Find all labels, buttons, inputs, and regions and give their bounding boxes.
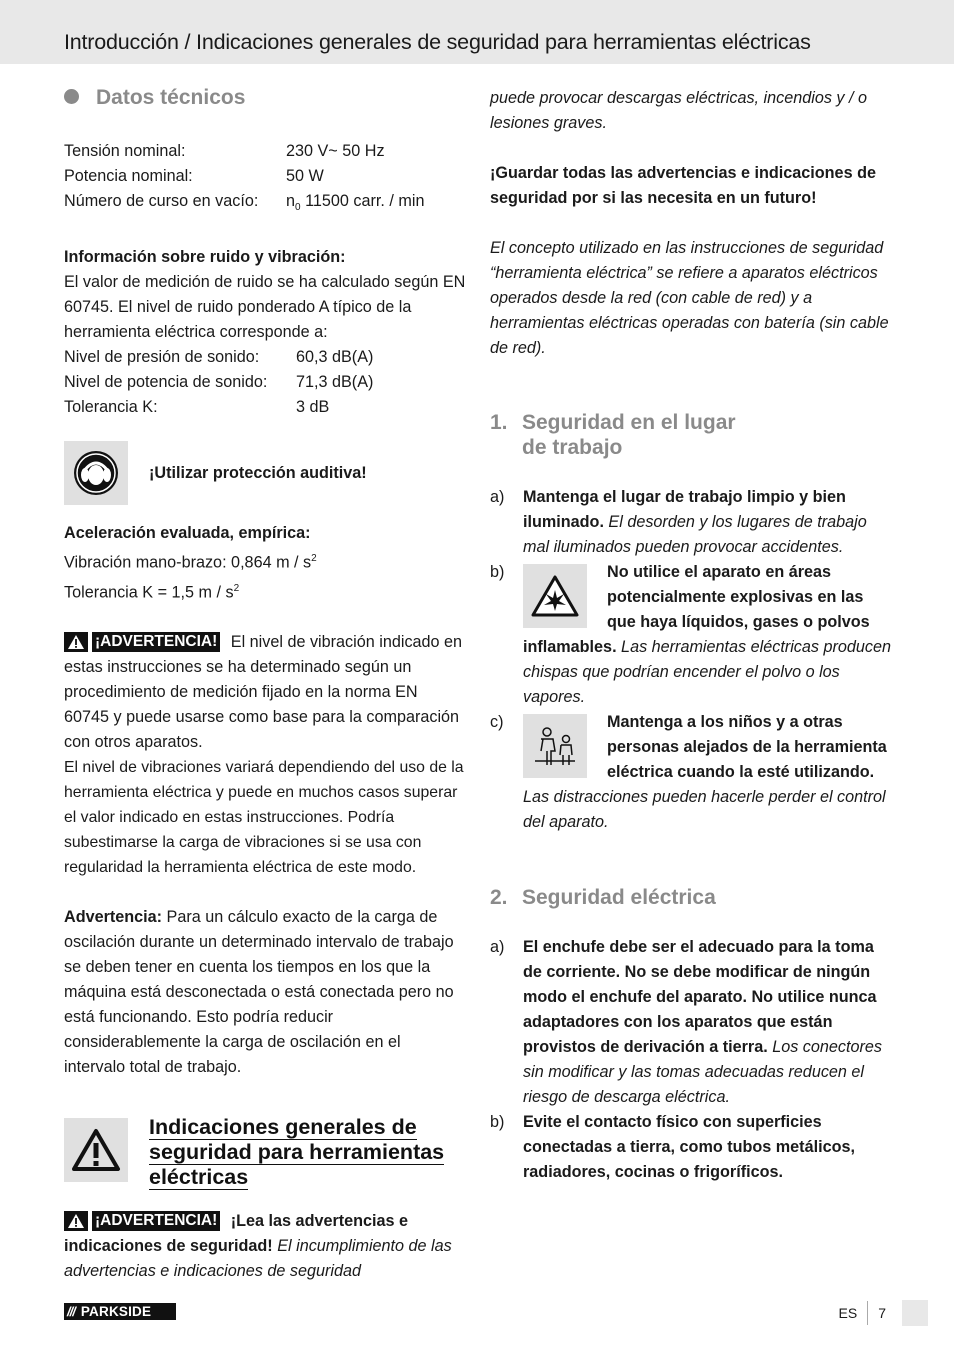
spec-key: Tensión nominal: <box>64 142 186 160</box>
language-code: ES <box>838 1305 858 1321</box>
list-item <box>490 560 892 710</box>
list-italic: Las herramientas eléctricas producen chispas que podrían encender el polvo o los vapores. <box>523 638 891 706</box>
spec-row <box>64 139 466 164</box>
list-italic: Los conectores sin modificar y las tomas adecuadas reducen el riesgo de descarga eléctrica. <box>523 1038 882 1106</box>
footer-tab <box>902 1300 928 1326</box>
warning-triangle-icon <box>64 632 88 652</box>
accel-line-1 <box>64 546 466 575</box>
continued-italic-text: puede provocar descargas eléctricas, incendios y / o lesiones graves. <box>490 89 868 132</box>
list-text <box>523 560 892 710</box>
list-italic: El desorden y los lugares de trabajo mal iluminados pueden provocar accidentes. <box>523 513 867 556</box>
advertencia-paragraph <box>64 905 466 1080</box>
list-bold: Mantenga a los niños y a otras personas alejados de la herramienta eléctrica cuando la esté utilizando. <box>607 713 887 781</box>
hearing-protection-icon <box>64 441 128 505</box>
list-text <box>523 485 892 560</box>
accel-heading: Aceleración evaluada, empírica: <box>64 524 311 543</box>
keep-children-away-icon <box>523 714 587 778</box>
spec-row <box>64 189 466 220</box>
read-warnings-paragraph <box>64 1209 466 1284</box>
list-item <box>490 1110 892 1185</box>
spec-n: n <box>286 192 296 210</box>
list-bold: No utilice el aparato en áreas potencialmente explosivas en las que haya líquidos, gases o polvos inflamables. <box>523 563 870 656</box>
safety-heading-row <box>64 1115 466 1190</box>
list-letter: b) <box>490 563 505 581</box>
list-letter: c) <box>490 713 504 731</box>
list-italic: Las distracciones pueden hacerle perder el control del aparato. <box>523 788 886 831</box>
warning-badge <box>64 1211 220 1231</box>
list-bold: El enchufe debe ser el adecuado para la toma de corriente. No se debe modificar de ningún modo el enchufe del aparato. No utilice nunca adaptadores con los aparatos que están provistos de derivación a tierra. <box>523 938 877 1056</box>
spec-value <box>286 189 424 220</box>
advertencia-text: Para un cálculo exacto de la carga de oscilación durante un determinado intervalo de trabajo se deben tener en cuenta los tiempos en los que la máquina está desconectada o está conectada pero no está funcionando. Esto podría reducir considerablemente la carga de oscilación en el intervalo total de trabajo. <box>64 908 454 1077</box>
warning-label: ¡ADVERTENCIA! <box>92 632 220 652</box>
section-2-heading <box>490 885 892 910</box>
list-item <box>490 710 892 835</box>
hearing-protection-row <box>64 441 466 505</box>
page-number: 7 <box>878 1305 886 1321</box>
safety-heading-text: Indicaciones generales de seguridad para herramientas eléctricas <box>149 1115 445 1190</box>
list-item <box>490 485 892 560</box>
accel-tol-text: Tolerancia K = 1,5 m / s <box>64 583 234 602</box>
list-item <box>490 935 892 1110</box>
page-title: Introducción / Indicaciones generales de seguridad para herramientas eléctricas <box>64 30 811 54</box>
noise-heading: Información sobre ruido y vibración: <box>64 248 346 267</box>
noise-key: Nivel de presión de sonido: <box>64 348 260 367</box>
bullet-dot-icon <box>64 89 79 104</box>
keep-instructions-text: ¡Guardar todas las advertencias e indicaciones de seguridad por si las necesita en un futuro! <box>490 164 876 207</box>
page-header <box>0 0 954 64</box>
accel-tol-sup: 2 <box>233 582 240 594</box>
warning-triangle-large-icon <box>64 1118 128 1182</box>
safety-heading <box>149 1115 465 1190</box>
accel-sup: 2 <box>311 553 317 565</box>
datos-tecnicos-heading <box>64 85 466 111</box>
warning-triangle-icon <box>64 1211 88 1231</box>
list-bold: Mantenga el lugar de trabajo limpio y bien iluminado. <box>523 488 846 531</box>
explosion-hazard-icon <box>523 564 587 628</box>
noise-value: 60,3 dB(A) <box>296 348 374 367</box>
list-letter: b) <box>490 1113 505 1131</box>
spec-value: 230 V~ 50 Hz <box>286 142 385 160</box>
spec-row <box>64 164 466 189</box>
section-2-number: 2. <box>490 886 508 909</box>
logo-slashes: /// <box>67 1304 75 1319</box>
vibration-warning <box>64 630 466 755</box>
read-warnings-italic: El incumplimiento de las advertencias e indicaciones de seguridad <box>64 1237 452 1281</box>
noise-key: Tolerancia K: <box>64 398 158 417</box>
footer-divider <box>867 1301 868 1325</box>
advertencia-bold: Advertencia: <box>64 908 163 927</box>
noise-key: Nivel de potencia de sonido: <box>64 373 268 392</box>
spec-n-value: 11500 carr. / min <box>300 192 425 210</box>
section-2-title: Seguridad eléctrica <box>522 886 716 909</box>
list-letter: a) <box>490 488 505 506</box>
spec-value: 50 W <box>286 167 324 185</box>
noise-row <box>64 395 466 420</box>
warning-badge <box>64 632 220 652</box>
accel-text: Vibración mano-brazo: 0,864 m / s <box>64 553 312 572</box>
list-bold: Evite el contacto físico con superficies conectadas a tierra, como tubos metálicos, radiadores, cocinas o frigoríficos. <box>523 1113 855 1181</box>
section-1-number: 1. <box>490 411 508 434</box>
list-text <box>523 1110 892 1185</box>
hearing-protection-text: ¡Utilizar protección auditiva! <box>149 463 367 482</box>
right-column <box>490 86 892 1185</box>
vibration-note-text: El nivel de vibraciones variará dependiendo del uso de la herramienta eléctrica y puede en muchos casos superar el valor indicado en estas instrucciones. Podría subestimarse la carga de vibraciones si se usa con regularidad la herramienta eléctrica de este modo. <box>64 759 464 877</box>
section-1-title: Seguridad en el lugar de trabajo <box>522 411 736 459</box>
list-letter: a) <box>490 938 505 956</box>
warning-label: ¡ADVERTENCIA! <box>92 1211 220 1231</box>
parkside-logo <box>64 1303 176 1320</box>
spec-n-sub: 0 <box>295 202 301 214</box>
concept-italic-text: El concepto utilizado en las instrucciones de seguridad “herramienta eléctrica” se refiere a aparatos eléctricos operados desde la red (con cable de red) y a herramientas eléctricas operadas con batería (sin cable de red). <box>490 239 889 357</box>
datos-tecnicos-label: Datos técnicos <box>96 86 246 109</box>
noise-text: El valor de medición de ruido se ha calculado según EN 60745. El nivel de ruido ponderado A típico de la herramienta eléctrica corresponde a: <box>64 273 466 342</box>
noise-row <box>64 345 466 370</box>
read-warnings-bold: ¡Lea las advertencias e indicaciones de seguridad! <box>64 1212 409 1256</box>
logo-brand: PARKSIDE <box>80 1304 152 1319</box>
list-text <box>523 935 892 1110</box>
list-text <box>523 710 892 835</box>
spec-key: Número de curso en vacío: <box>64 192 259 210</box>
section-1-heading <box>490 410 892 460</box>
noise-value: 71,3 dB(A) <box>296 373 374 392</box>
accel-line-2 <box>64 576 466 605</box>
noise-row <box>64 370 466 395</box>
page-footer <box>839 1300 928 1326</box>
noise-value: 3 dB <box>296 398 330 417</box>
spec-key: Potencia nominal: <box>64 167 193 185</box>
left-column <box>64 82 466 1284</box>
vibration-warning-text: El nivel de vibración indicado en estas instrucciones se ha determinado según un procedimiento de medición fijado en la norma EN 60745 y puede usarse como base para la comparación con otros aparatos. <box>64 633 463 752</box>
